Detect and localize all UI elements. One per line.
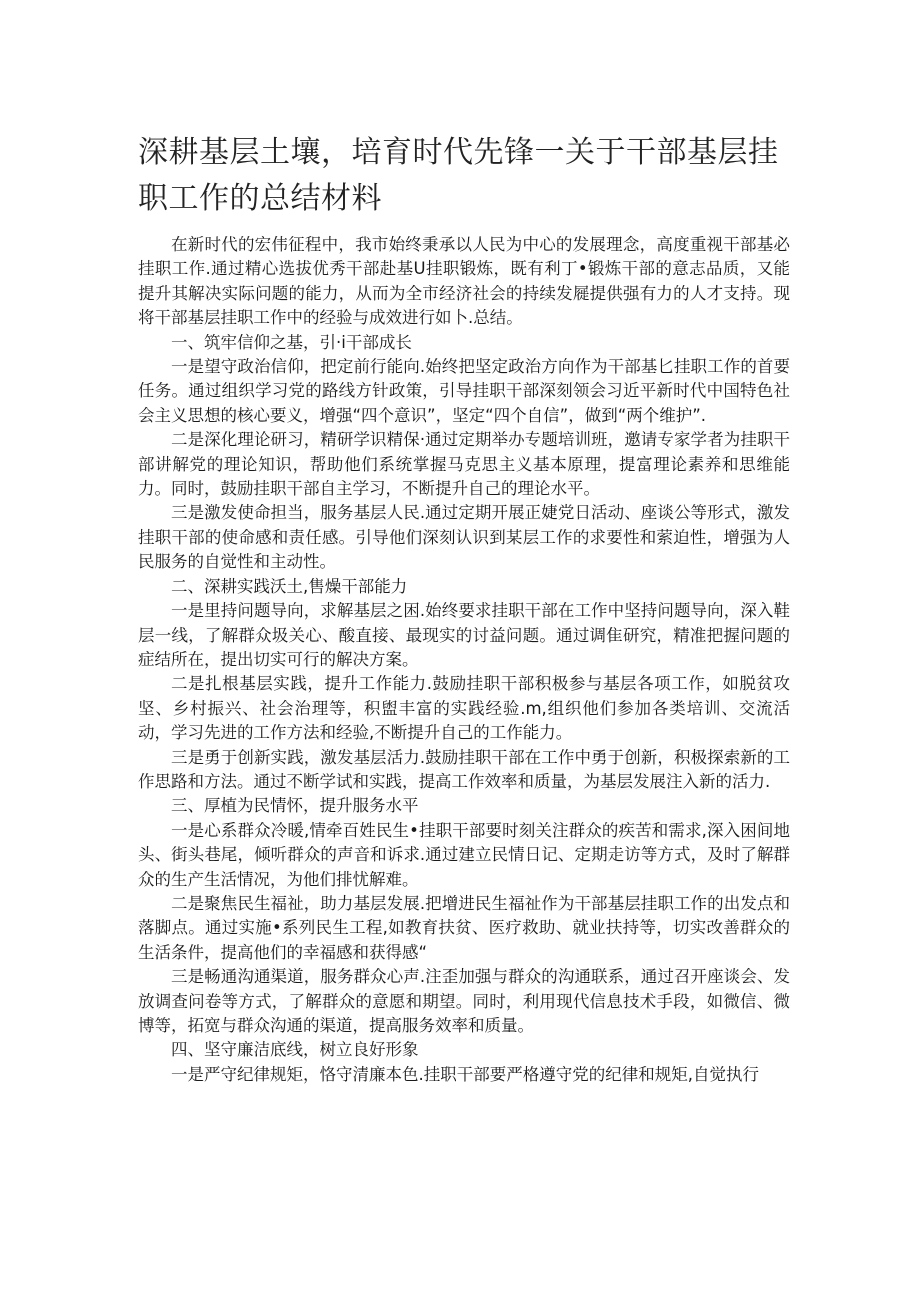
paragraph-intro: 在新时代的宏伟征程中，我市始终秉承以人民为中心的发展理念，高度重视干部基必挂职工作.通过精心选拔优秀干部赴基U挂职锻炼，既有利丁•锻炼干部的意志品质，又能提升其解决实际问题的能力，从而为全市经济社会的持续发屣提供强有力的人才支持。现将干部基层挂职工作中的经验与成效进行如卜.总结。 bbox=[138, 235, 790, 328]
paragraph: 一是严守纪律规矩，恪守清廉本色.挂职干部要严格遵守党的纪律和规矩,自觉执行 bbox=[171, 1064, 759, 1084]
section-heading-1: 一、筑牢信仰之基，引·i干部成长 bbox=[171, 332, 412, 352]
paragraph: 三是畅通沟通渠道，服务群众心声.注歪加强与群众的沟通联系，通过召开座谈会、发放调查问卷等方式，了解群众的意愿和期望。同时，利用现代信息技术手段，如微信、微博等，拓宽与群众沟通的渠道，提高服务效率和质量。 bbox=[138, 967, 790, 1035]
paragraph: 二是深化理论研习，精研学识精保·通过定期举办专题培训班，邀请专家学者为挂职干部讲解党的理论知识，帮助他们系统掌握马克思主义基本原理，提富理论素养和思维能力。同时，鼓励挂职干部自主学习，不断提升自己的理论水平。 bbox=[138, 430, 790, 499]
paragraph: 一是里持问题导向，求解基层之困.始终要求挂职干部在工作中坚持问题导向，深入鞋层一线，了解群众圾关心、酸直接、最现实的讨益问题。通过调隹研究，精准把握问题的症结所在，提出切实可行的解决方案。 bbox=[138, 601, 790, 669]
document-body bbox=[138, 233, 790, 1087]
paragraph: 二是扎根基层实践，提升工作能力.鼓励挂职干部积极参与基层各项工作，如脱贫攻坚、乡村振兴、社会治理等，积盥丰富的实践经验.m,组织他们参加各类培训、交流活动，学习先进的工作方法和经验,不断提升自己的工作能力。 bbox=[138, 674, 790, 743]
section-heading-2: 二、深耕实践沃土,售燥干部能力 bbox=[171, 576, 408, 596]
document-title: 深耕基层土壤，培育时代先锋一关于干部基层挂职工作的总结材料 bbox=[138, 135, 779, 216]
paragraph: 三是勇于创新实践，激发基层活力.鼓励挂职干部在工作中勇于创新，积极探索新的工作思路和方法。通过不断学试和实践，提高工作效率和质量，为基层发展注入新的活力. bbox=[138, 747, 790, 791]
section-heading-3: 三、厚植为民情怀，提升服务水平 bbox=[171, 796, 419, 816]
paragraph: 三是激发使命担当，服务基层人民.通过定期开展正婕党日活动、座谈公等形式，激发挂职干部的使命感和责任感。引导他们深刻认识到某层工作的求要性和萦迫性，增强为人民服务的自觉性和主动性。 bbox=[138, 503, 790, 572]
paragraph: 一是望守政治信仰，把定前行能向.始终把坚定政治方向作为干部基匕挂职工作的首要任务。通过组织学习党的路线方针政策，引导挂职干部深刻领会习近平新时代中国特色社会主义思想的核心要义，增强“四个意识”，坚定“四个自信”，做到“两个维护”. bbox=[138, 357, 790, 425]
paragraph: 二是聚焦民生福祉，助力基层发展.把增进民生福祉作为干部基层挂职工作的出发点和落脚点。通过实施•系列民生工程,如教育扶贫、医疗救助、就业扶持等，切实改善群众的生活条件，提高他们的幸福感和获得感“ bbox=[138, 893, 790, 962]
paragraph: 一是心系群众冷暖,情牵百姓民生•挂职干部要时刻关注群众的疾苦和需求,深入困间地头、街头巷尾，倾听群众的声音和诉求.通过建立民情日记、定期走访等方式，及时了解群众的生产生活情况，为他们排忧解难。 bbox=[138, 820, 790, 889]
section-heading-4: 四、坚守廉洁底线，树立良好形象 bbox=[171, 1040, 419, 1060]
